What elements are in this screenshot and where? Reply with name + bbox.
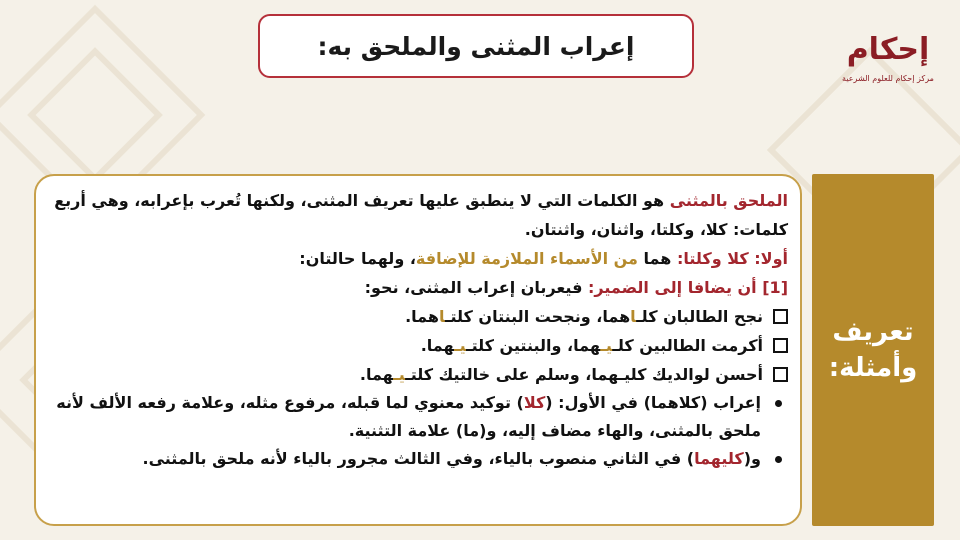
bullet-text: و( <box>743 449 761 468</box>
bullet-text: إعراب (كلاهما) في الأول: ( <box>545 393 761 412</box>
bullet-item <box>50 389 788 445</box>
side-label-line1: تعريف <box>832 317 914 347</box>
content-box <box>34 174 802 526</box>
bullet-highlight: كلا <box>523 393 546 412</box>
page-title: إعراب المثنى والملحق به: <box>317 31 635 61</box>
checkbox-icon <box>773 338 788 353</box>
first-gold: من الأسماء الملازمة للإضافة <box>415 249 638 268</box>
bullet-highlight: كليهما <box>694 449 744 468</box>
checkbox-icon <box>773 367 788 382</box>
example-text: هما. <box>420 336 455 355</box>
example-highlight: ا <box>630 307 637 326</box>
logo <box>842 24 934 94</box>
bullet-dot-icon <box>775 456 782 463</box>
first-label: أولا: كلا وكلتا: <box>676 249 788 268</box>
case1-text: فيعربان إعراب المثنى، نحو: <box>364 278 588 297</box>
bullet-dot-icon <box>775 400 782 407</box>
first-end: ، ولهما حالتان: <box>299 249 416 268</box>
case1-label: [1] أن يضافا إلى الضمير: <box>588 278 788 297</box>
intro-paragraph <box>50 186 788 244</box>
example-text: أحسن لوالديك كليـهما، وسلم على خالتيك كلتـ <box>405 365 763 384</box>
example-highlight: يـ <box>600 336 613 355</box>
bullet-text: ) توكيد معنوي لما قبله، مرفوع مثله، وعلامة رفعه الألف لأنه ملحق بالمثنى، والهاء مضاف إليه، و(ما) علامة التثنية. <box>56 393 761 440</box>
example-text: هما. <box>359 365 394 384</box>
intro-text: هو الكلمات التي لا ينطبق عليها تعريف المثنى، ولكنها تُعرب بإعرابه، وهي أربع كلمات: كلا، وكلتا، واثنان، واثنتان. <box>54 191 788 239</box>
checkbox-icon <box>773 309 788 324</box>
example-highlight: يـ <box>454 336 467 355</box>
logo-brand: إحكام <box>846 32 930 67</box>
first-mid: هما <box>637 249 677 268</box>
side-label-line2: وأمثلة: <box>828 353 918 383</box>
logo-subtitle: مركز إحكام للعلوم الشرعية <box>842 74 934 83</box>
title-box <box>258 14 694 78</box>
example-text: أكرمت الطالبين كلـ <box>612 336 763 355</box>
example-text: هما. <box>405 307 439 326</box>
first-heading <box>50 244 788 273</box>
example-item <box>50 360 788 389</box>
example-text: هما، والبنتين كلتـ <box>466 336 601 355</box>
example-text: نجح الطالبان كلـ <box>636 307 763 326</box>
bullet-item <box>50 445 788 473</box>
example-text: هما، ونجحت البنتان كلتـ <box>445 307 631 326</box>
example-highlight: يـ <box>393 365 406 384</box>
example-item <box>50 331 788 360</box>
example-item <box>50 302 788 331</box>
intro-term: الملحق بالمثنى <box>669 191 788 210</box>
example-highlight: ا <box>439 307 446 326</box>
side-label-panel <box>812 174 934 526</box>
bullet-text: ) في الثاني منصوب بالياء، وفي الثالث مجرور بالياء لأنه ملحق بالمثنى. <box>142 449 695 468</box>
case1-heading <box>50 273 788 302</box>
